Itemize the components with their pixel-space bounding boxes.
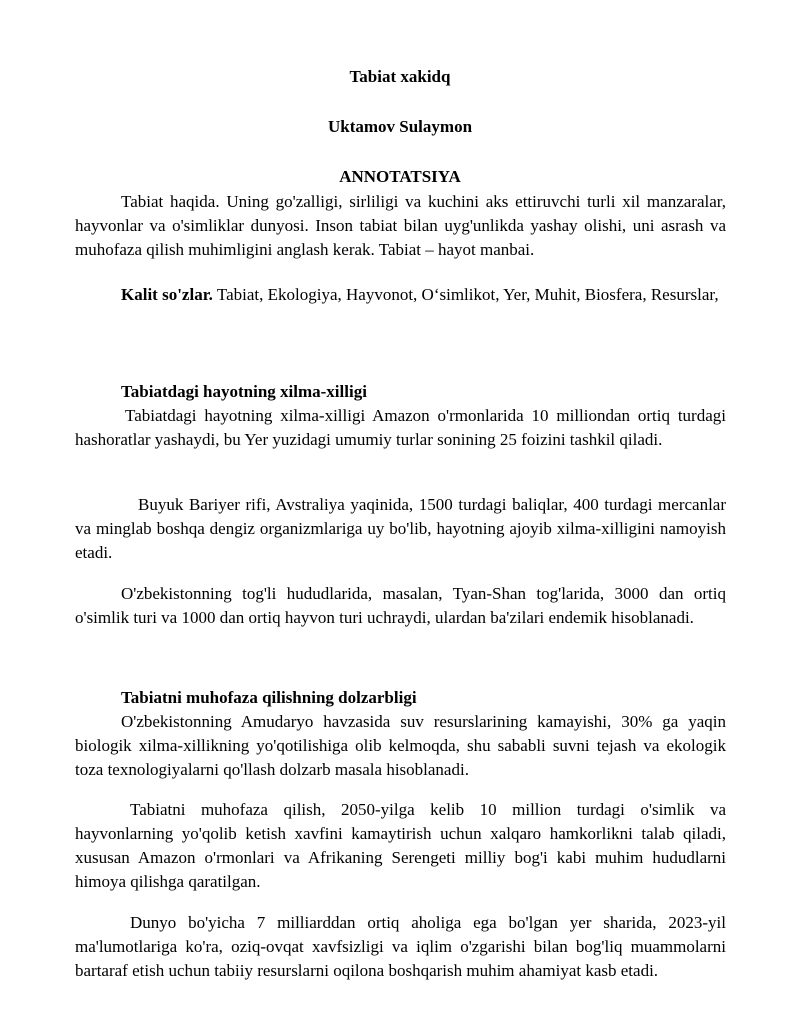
annotation-heading: ANNOTATSIYA [339,167,461,186]
paragraph-protection-3: Dunyo bo'yicha 7 milliarddan ortiq aholiga ega bo'lgan yer sharida, 2023-yil ma'lumotlariga ko'ra, oziq-ovqat xavfsizligi va iqlim o'zgarishi bilan bog'liq muammolarni bartaraf etish uchun tabiiy resurslarni oqilona boshqarish muhim ahamiyat kasb etadi. [75,913,726,980]
keywords-label: Kalit so'zlar. [121,285,213,304]
paragraph-protection-2: Tabiatni muhofaza qilish, 2050-yilga kelib 10 million turdagi o'simlik va hayvonlarning yo'qolib ketish xavfini kamaytirish uchun xalqaro hamkorlikni talab qiladi, xususan Amazon o'rmonlari va Afrikaning Serengeti milliy bog'i kabi muhim hududlarni himoya qilishga qaratilgan. [75,800,726,891]
paragraph-diversity-1: Tabiatdagi hayotning xilma-xilligi Amazon o'rmonlarida 10 milliondan ortiq turdagi hashoratlar yashaydi, bu Yer yuzidagi umumiy turlar sonining 25 foizini tashkil qiladi. [75,406,726,449]
keywords-paragraph [75,283,726,307]
section-heading-protection: Tabiatni muhofaza qilishning dolzarbligi [121,688,417,707]
keywords-list: Tabiat, Ekologiya, Hayvonot, O‘simlikot, Yer, Muhit, Biosfera, Resurslar, [212,285,719,304]
author-name: Uktamov Sulaymon [327,117,473,136]
paragraph-protection-1: O'zbekistonning Amudaryo havzasida suv resurslarining kamayishi, 30% ga yaqin biologik xilma-xillikning yo'qotilishiga olib kelmoqda, shu sababli suvni tejash va ekologik toza texnologiyalarni qo'llash dolzarb masala hisoblanadi. [75,712,726,779]
document-title: Tabiat xakidq [349,67,451,86]
paragraph-diversity-2: Buyuk Bariyer rifi, Avstraliya yaqinida, 1500 turdagi baliqlar, 400 turdagi mercanlar va minglab boshqa dengiz organizmlariga uy bo'lib, hayotning ajoyib xilma-xilligini namoyish etadi. [75,495,726,562]
paragraph-diversity-3: O'zbekistonning tog'li hududlarida, masalan, Tyan-Shan tog'larida, 3000 dan ortiq o'simlik turi va 1000 dan ortiq hayvon turi uchraydi, ulardan ba'zilari endemik hisoblanadi. [75,584,726,627]
annotation-paragraph: Tabiat haqida. Uning go'zalligi, sirliligi va kuchini aks ettiruvchi turli xil manzaralar, hayvonlar va o'simliklar dunyosi. Inson tabiat bilan uyg'unlikda yashay olishi, uni asrash va muhofaza qilish muhimligini anglash kerak. Tabiat – hayot manbai. [75,192,726,259]
section-heading-diversity: Tabiatdagi hayotning xilma-xilligi [121,382,367,401]
